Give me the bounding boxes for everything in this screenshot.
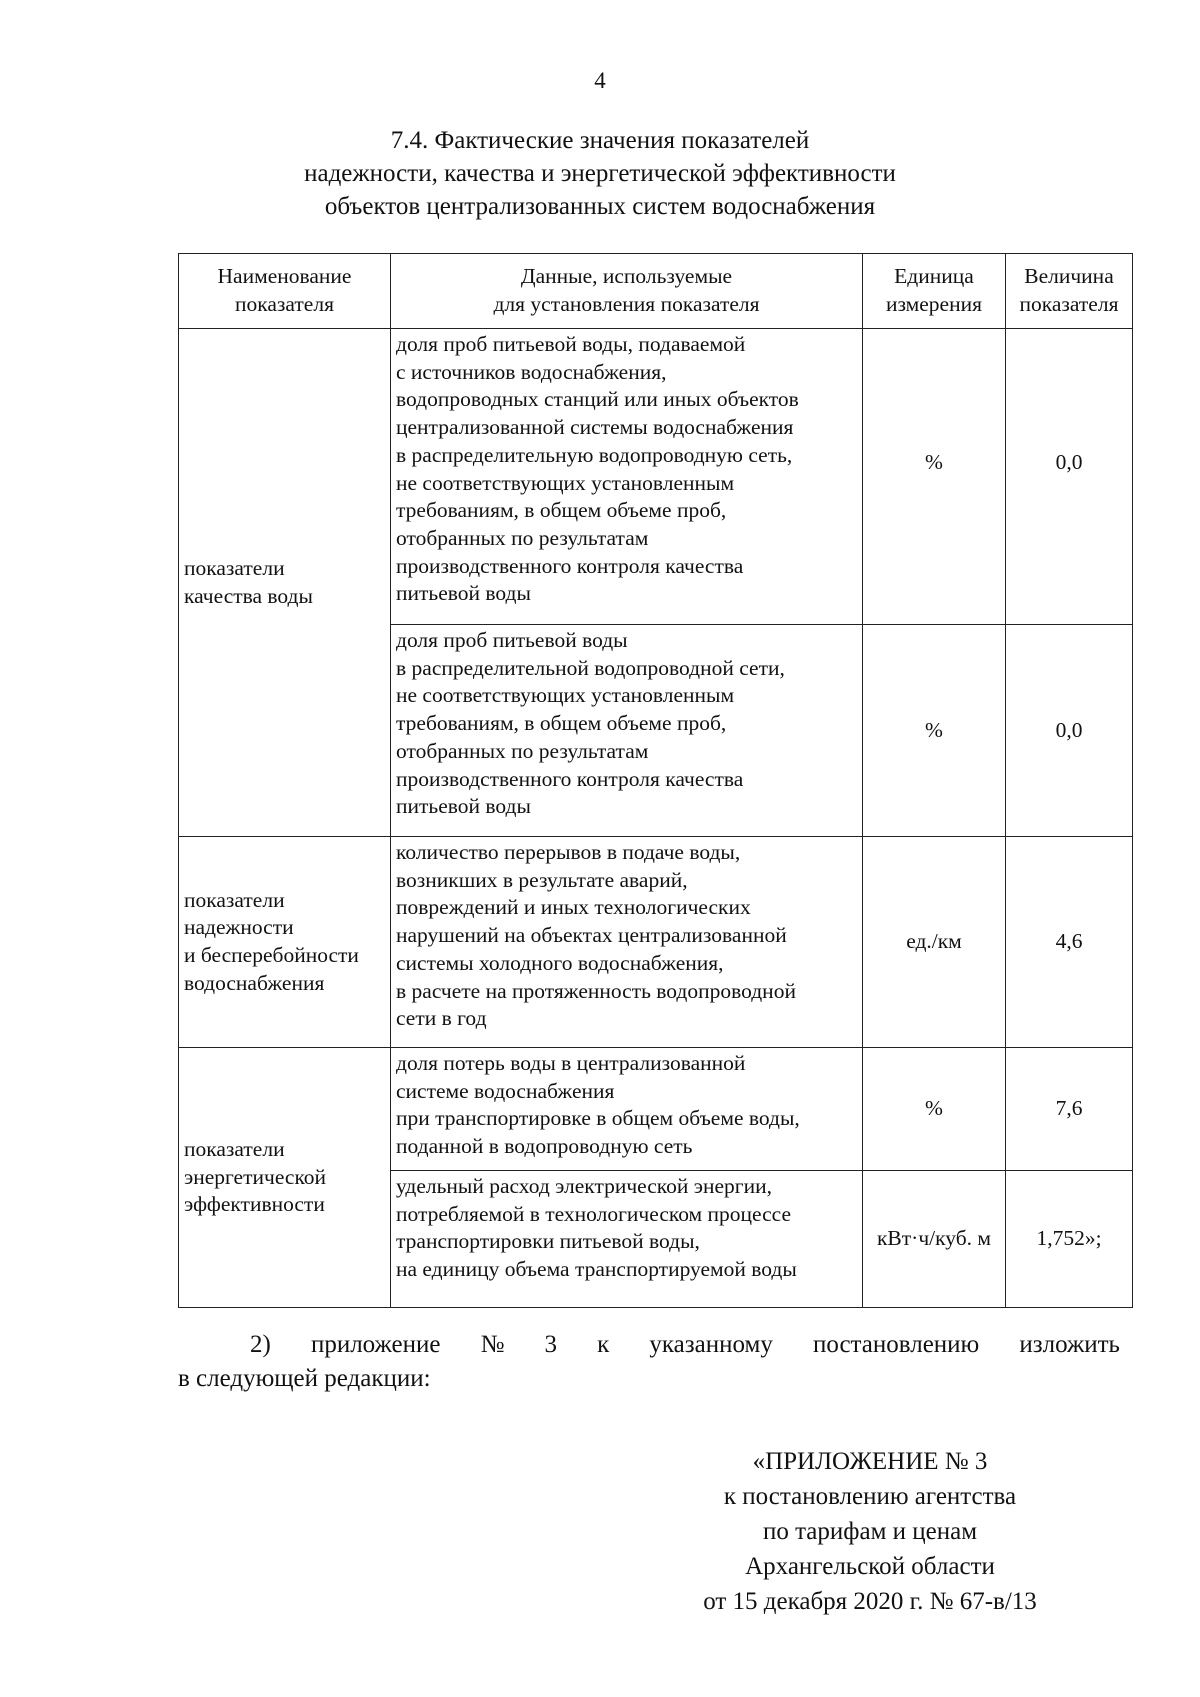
page-number: 4 xyxy=(594,68,606,93)
header-unit: Единица измерения xyxy=(863,254,1006,329)
indicator-value: 4,6 xyxy=(1006,837,1133,1048)
indicator-name-water-quality: показатели качества воды xyxy=(179,329,391,837)
table-row xyxy=(179,329,1133,625)
indicator-unit: % xyxy=(863,625,1006,837)
indicators-table xyxy=(178,253,1133,1308)
paragraph-line: 2) приложение № 3 к указанному постановлению изложить xyxy=(250,1331,1120,1358)
header-name: Наименование показателя xyxy=(179,254,391,329)
section-title xyxy=(240,124,960,223)
indicator-unit: ед./км xyxy=(863,837,1006,1048)
indicator-unit: кВт·ч/куб. м xyxy=(863,1171,1006,1308)
indicator-value: 1,752»; xyxy=(1006,1171,1133,1308)
appendix-line: к постановлению агентства xyxy=(723,1483,1017,1510)
indicator-unit: % xyxy=(863,1048,1006,1171)
table-row xyxy=(179,837,1133,1048)
indicator-description: количество перерывов в подаче воды, возникших в результате аварий, повреждений и иных технологических нарушений на объектах централизованной системы холодного водоснабжения, в расчете на протяженность водопроводной сети в год xyxy=(391,837,863,1048)
indicator-description: доля проб питьевой воды, подаваемой с источников водоснабжения, водопроводных станций или иных объектов централизованной системы водоснабжения в распределительную водопроводную сеть, не соответствующих установленным требованиям, в общем объеме проб, отобранных по результатам производственного контроля качества питьевой воды xyxy=(391,329,863,625)
indicator-description: удельный расход электрической энергии, потребляемой в технологическом процессе транспортировки питьевой воды, на единицу объема транспортируемой воды xyxy=(391,1171,863,1308)
section-title-line: объектов централизованных систем водоснабжения xyxy=(324,193,876,220)
indicator-value: 0,0 xyxy=(1006,625,1133,837)
header-data: Данные, используемые для установления показателя xyxy=(391,254,863,329)
indicator-description: доля проб питьевой воды в распределительной водопроводной сети, не соответствующих установленным требованиям, в общем объеме проб, отобранных по результатам производственного контроля качества питьевой воды xyxy=(391,625,863,837)
appendix-heading xyxy=(650,1444,1090,1619)
indicator-value: 7,6 xyxy=(1006,1048,1133,1171)
indicator-value: 0,0 xyxy=(1006,329,1133,625)
section-title-line: 7.4. Фактические значения показателей xyxy=(390,127,810,154)
indicator-name-energy-efficiency: показатели энергетической эффективности xyxy=(179,1048,391,1308)
appendix-line: по тарифам и ценам xyxy=(762,1518,978,1545)
table-header-row xyxy=(179,254,1133,329)
appendix-line: Архангельской области xyxy=(745,1553,995,1580)
paragraph-line: в следующей редакции: xyxy=(178,1365,431,1392)
indicator-unit: % xyxy=(863,329,1006,625)
indicator-description: доля потерь воды в централизованной системе водоснабжения при транспортировке в общем объеме воды, поданной в водопроводную сеть xyxy=(391,1048,863,1171)
header-value: Величина показателя xyxy=(1006,254,1133,329)
appendix-line: «ПРИЛОЖЕНИЕ № 3 xyxy=(752,1448,988,1475)
table-row xyxy=(179,1048,1133,1171)
section-title-line: надежности, качества и энергетической эффективности xyxy=(304,160,896,187)
appendix-line: от 15 декабря 2020 г. № 67-в/13 xyxy=(703,1588,1037,1615)
indicator-name-reliability: показатели надежности и бесперебойности водоснабжения xyxy=(179,837,391,1048)
